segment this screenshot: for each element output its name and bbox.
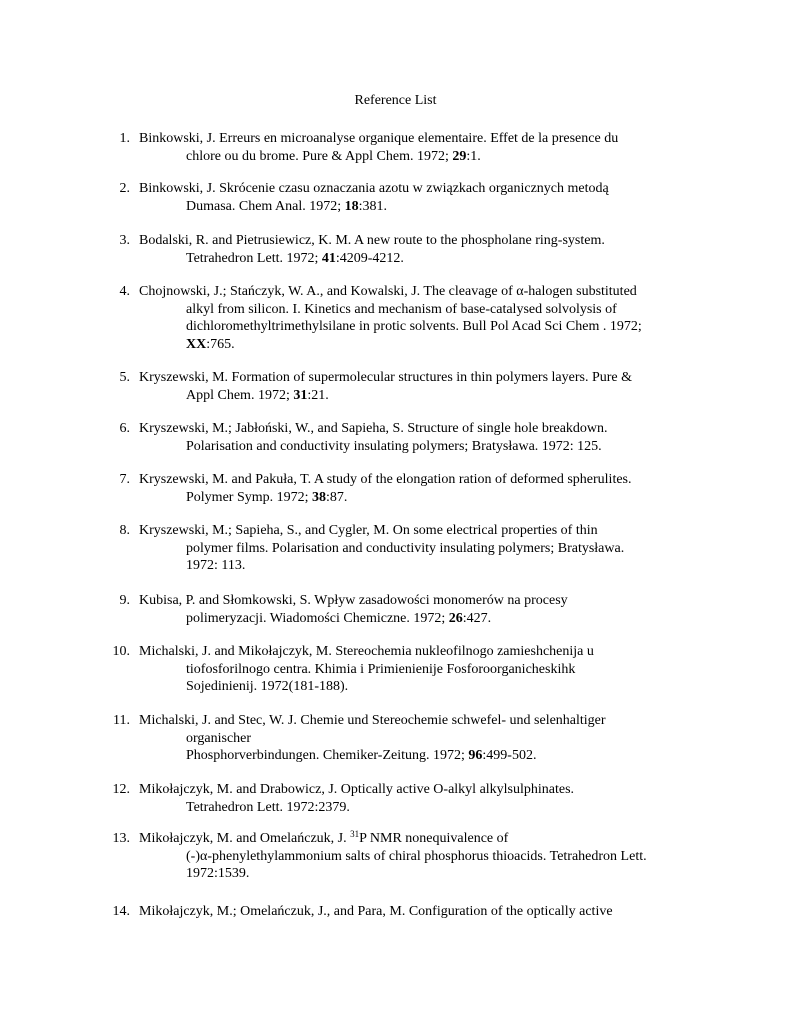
reference-text (139, 471, 700, 506)
volume-number: 29 (452, 148, 467, 164)
reference-text (139, 830, 700, 883)
reference-text (139, 180, 700, 215)
reference-line: Michalski, J. and Stec, W. J. Chemie und Stereochemie schwefel- und selenhaltiger (139, 713, 606, 728)
reference-number: 4. (119, 284, 130, 299)
reference-line: Chojnowski, J.; Stańczyk, W. A., and Kowalski, J. The cleavage of α-halogen substituted (139, 284, 637, 299)
reference-item (106, 781, 700, 816)
reference-line: Dumasa. Chem Anal. 1972; 18:381. (186, 198, 388, 214)
reference-item (106, 712, 700, 765)
reference-item (106, 283, 700, 353)
reference-line: Kubisa, P. and Słomkowski, S. Wpływ zasadowości monomerów na procesy (139, 593, 568, 608)
reference-line: dichloromethyltrimethylsilane in protic solvents. Bull Pol Acad Sci Chem . 1972; (186, 319, 642, 334)
reference-item (106, 643, 700, 696)
reference-line: 1972: 113. (186, 558, 246, 573)
reference-number: 10. (112, 644, 130, 659)
reference-text (139, 592, 700, 627)
reference-line: Mikołajczyk, M.; Omelańczuk, J., and Para, M. Configuration of the optically active (139, 904, 613, 919)
reference-line: Tetrahedron Lett. 1972:2379. (186, 799, 350, 815)
reference-item (106, 420, 700, 455)
reference-line: Mikołajczyk, M. and Omelańczuk, J. $^{31}$P NMR nonequivalence of (139, 829, 509, 846)
reference-number: 9. (119, 593, 130, 608)
reference-line: Tetrahedron Lett. 1972; 41:4209-4212. (186, 250, 404, 266)
reference-number: 7. (119, 472, 130, 487)
volume-number: 26 (448, 610, 463, 626)
reference-text (139, 781, 700, 816)
reference-line: polimeryzacji. Wiadomości Chemiczne. 1972; 26:427. (186, 610, 492, 626)
reference-item (106, 471, 700, 506)
reference-item (106, 830, 700, 883)
reference-number: 12. (112, 782, 130, 797)
reference-text (139, 283, 700, 353)
reference-number: 5. (119, 370, 130, 385)
reference-line: Polymer Symp. 1972; 38:87. (186, 489, 348, 505)
reference-line: 1972:1539. (186, 866, 250, 881)
reference-text (139, 712, 700, 765)
page-title: Reference List (354, 93, 437, 108)
reference-number: 1. (119, 131, 130, 146)
reference-number: 11. (113, 713, 130, 728)
reference-line: Kryszewski, M.; Jabłoński, W., and Sapieha, S. Structure of single hole breakdown. (139, 421, 608, 436)
reference-number: 6. (119, 421, 130, 436)
volume-number: XX (186, 336, 207, 352)
reference-item (106, 232, 700, 267)
reference-number: 3. (119, 233, 130, 248)
reference-text (139, 130, 700, 165)
reference-line: Binkowski, J. Erreurs en microanalyse organique elementaire. Effet de la presence du (139, 131, 619, 146)
volume-number: 38 (312, 489, 327, 505)
reference-text (139, 522, 700, 575)
reference-line: Phosphorverbindungen. Chemiker-Zeitung. 1972; 96:499-502. (186, 748, 537, 763)
reference-line: polymer films. Polarisation and conductivity insulating polymers; Bratysława. (186, 540, 625, 556)
volume-number: 31 (293, 387, 308, 403)
volume-number: 96 (468, 748, 483, 763)
reference-line: (-)α-phenylethylammonium salts of chiral phosphorus thioacids. Tetrahedron Lett. (186, 848, 647, 864)
reference-line: XX:765. (186, 336, 235, 352)
reference-line: Sojedinienij. 1972(181-188). (186, 679, 349, 694)
reference-number: 8. (119, 523, 130, 538)
reference-item (106, 130, 700, 165)
reference-line: chlore ou du brome. Pure & Appl Chem. 1972; 29:1. (186, 148, 481, 164)
reference-line: alkyl from silicon. I. Kinetics and mechanism of base-catalysed solvolysis of (186, 301, 617, 317)
reference-line: Polarisation and conductivity insulating polymers; Bratysława. 1972: 125. (186, 438, 602, 454)
reference-item (106, 592, 700, 627)
reference-line: Michalski, J. and Mikołajczyk, M. Stereochemia nukleofilnogo zamieshchenija u (139, 644, 594, 659)
reference-item (106, 180, 700, 215)
volume-number: 41 (321, 250, 336, 266)
reference-number: 2. (119, 181, 130, 196)
reference-text (139, 369, 700, 404)
reference-item (106, 903, 700, 921)
volume-number: 18 (344, 198, 359, 214)
superscript: 31 (350, 829, 360, 839)
reference-line: Appl Chem. 1972; 31:21. (186, 387, 329, 403)
reference-text (139, 232, 700, 267)
reference-item (106, 369, 700, 404)
reference-line: tiofosforilnogo centra. Khimia i Primienienije Fosforoorganicheskihk (186, 661, 576, 677)
reference-item (106, 522, 700, 575)
reference-text (139, 903, 700, 921)
reference-line: Bodalski, R. and Pietrusiewicz, K. M. A new route to the phospholane ring-system. (139, 233, 605, 248)
reference-line: Kryszewski, M.; Sapieha, S., and Cygler, M. On some electrical properties of thin (139, 523, 598, 538)
reference-text (139, 643, 700, 696)
reference-number: 13. (112, 831, 130, 846)
reference-number: 14. (112, 904, 130, 919)
reference-line: organischer (186, 730, 252, 746)
reference-line: Binkowski, J. Skrócenie czasu oznaczania azotu w związkach organicznych metodą (139, 181, 609, 196)
reference-text (139, 420, 700, 455)
reference-line: Mikołajczyk, M. and Drabowicz, J. Optically active O-alkyl alkylsulphinates. (139, 782, 575, 797)
reference-line: Kryszewski, M. and Pakuła, T. A study of the elongation ration of deformed spherulites. (139, 472, 632, 487)
reference-line: Kryszewski, M. Formation of supermolecular structures in thin polymers layers. Pure & (139, 370, 633, 385)
